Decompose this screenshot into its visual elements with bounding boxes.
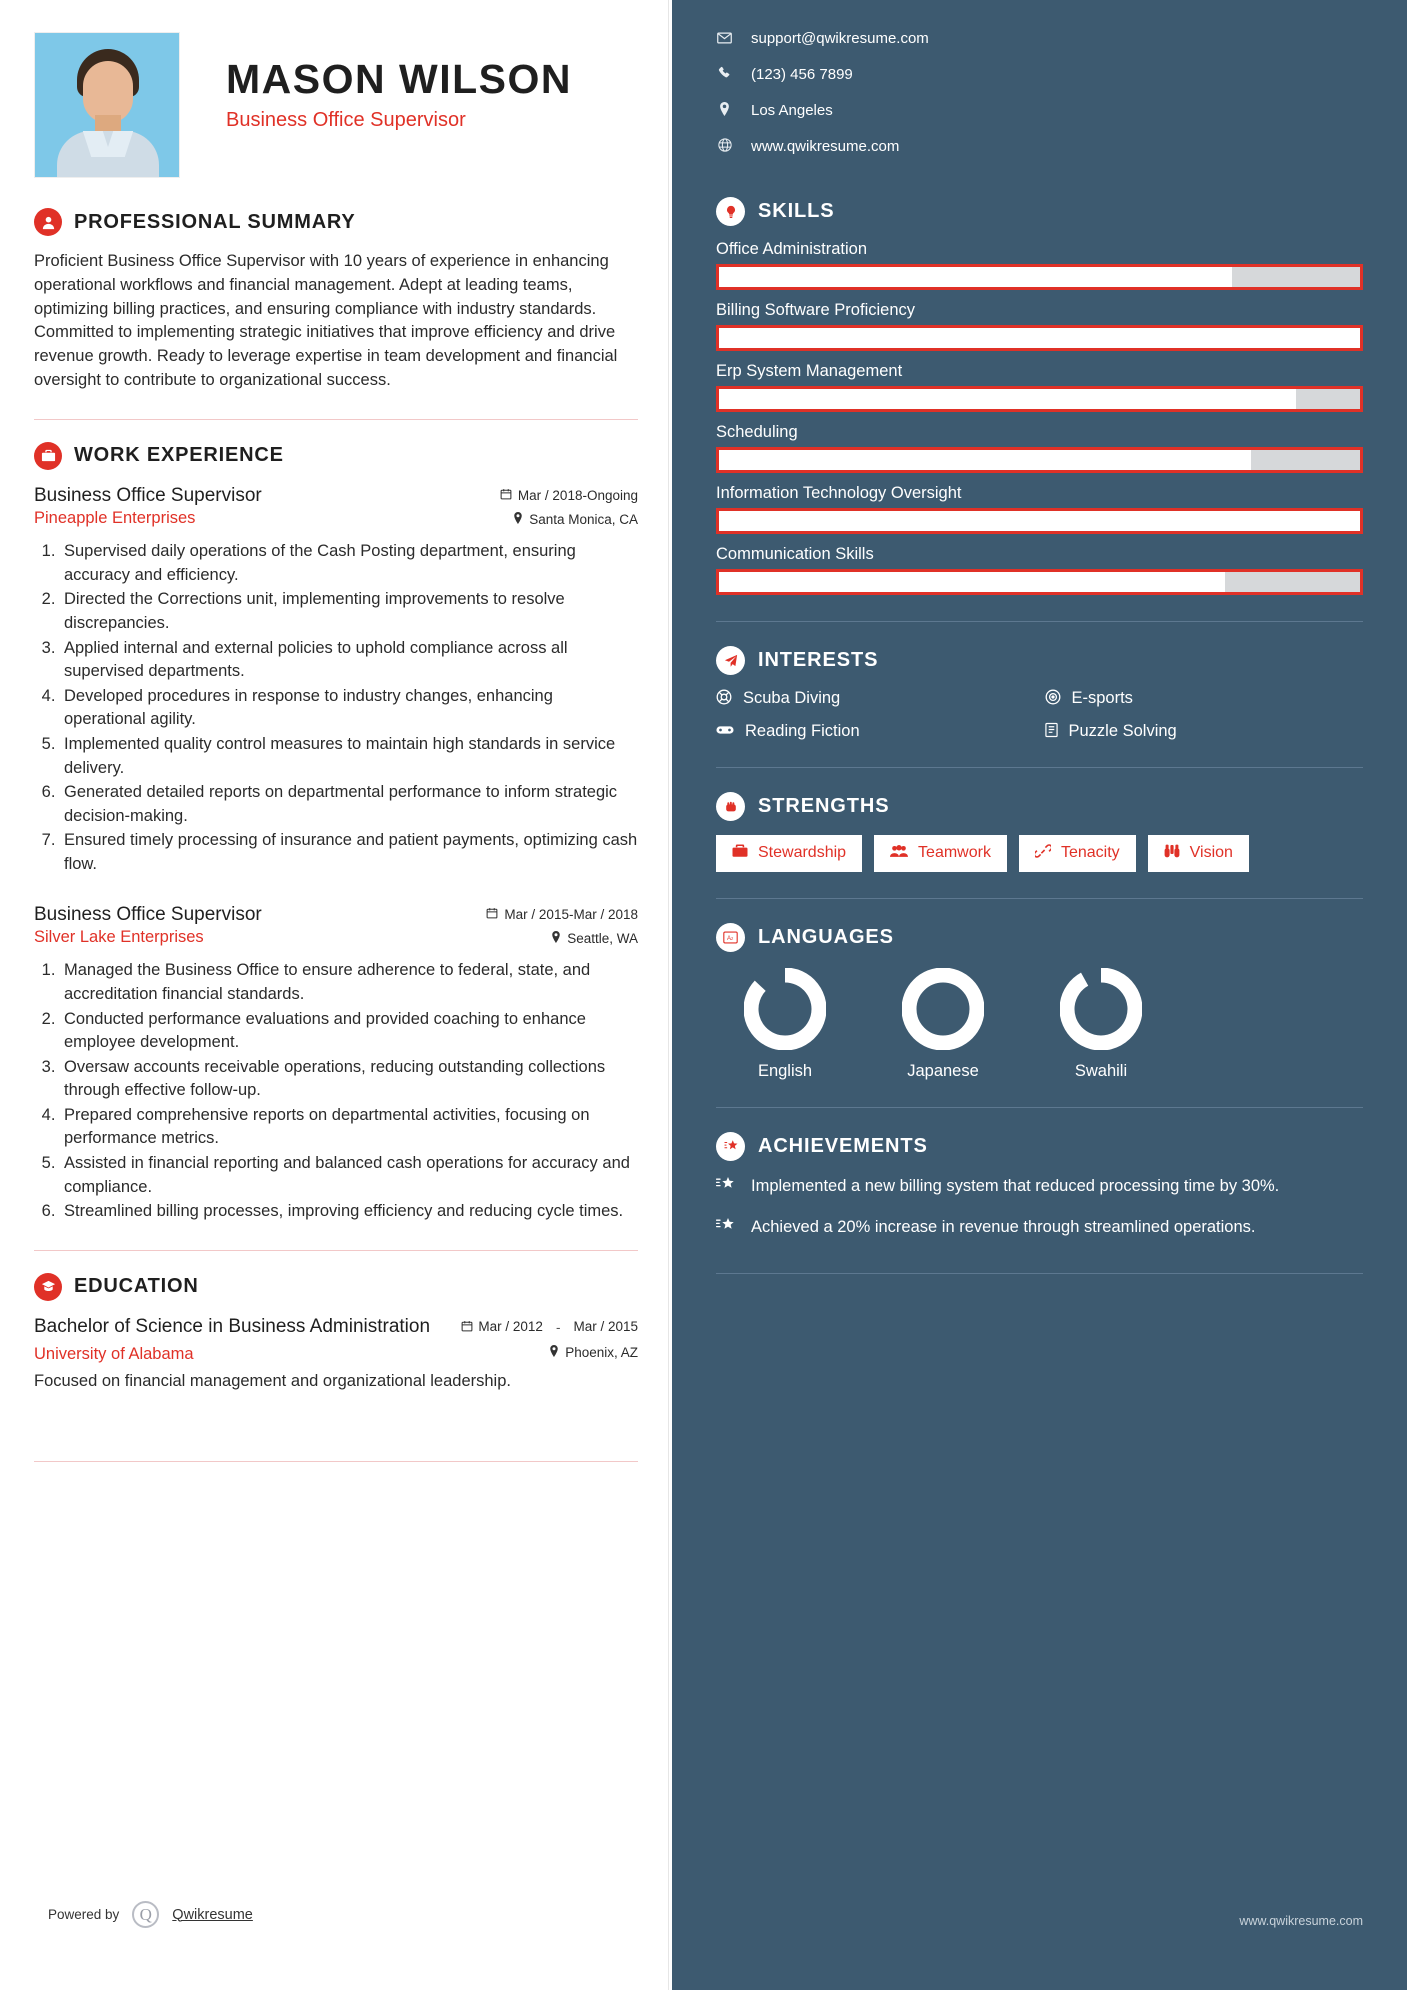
work-entry bbox=[34, 903, 638, 1224]
education-description: Focused on financial management and organizational leadership. bbox=[34, 1371, 511, 1390]
skill-item bbox=[716, 362, 1363, 412]
interest-item bbox=[1045, 689, 1364, 708]
name-block bbox=[226, 32, 572, 132]
sidebar-footer-url: www.qwikresume.com bbox=[1239, 1914, 1363, 1928]
achievement-item bbox=[716, 1216, 1363, 1239]
sidebar-divider-3 bbox=[716, 898, 1363, 899]
education-start-date: Mar / 2012 bbox=[478, 1318, 543, 1334]
section-strengths bbox=[716, 792, 1363, 872]
powered-by-label: Powered by bbox=[48, 1907, 120, 1922]
languages-list bbox=[716, 968, 1363, 1081]
people-icon bbox=[890, 844, 908, 863]
work-entry-header bbox=[34, 484, 638, 529]
skill-fill bbox=[719, 389, 1296, 409]
skill-bar bbox=[716, 447, 1363, 473]
languages-heading: LANGUAGES bbox=[758, 925, 894, 948]
language-label: Japanese bbox=[907, 1061, 979, 1080]
skills-heading-row bbox=[716, 197, 1363, 226]
skill-fill bbox=[719, 572, 1225, 592]
contact-list bbox=[716, 30, 1363, 155]
section-interests bbox=[716, 646, 1363, 741]
lightbulb-icon bbox=[716, 197, 745, 226]
work-company: Pineapple Enterprises bbox=[34, 509, 196, 528]
photo-face bbox=[83, 61, 133, 123]
envelope-icon bbox=[716, 31, 733, 47]
work-heading-row bbox=[34, 442, 638, 470]
section-work-experience bbox=[34, 442, 638, 1224]
calendar-icon bbox=[500, 488, 512, 502]
skill-item bbox=[716, 423, 1363, 473]
strength-label: Stewardship bbox=[758, 844, 847, 862]
candidate-name: MASON WILSON bbox=[226, 56, 572, 102]
skills-heading: SKILLS bbox=[758, 200, 835, 222]
work-dates: Mar / 2015-Mar / 2018 bbox=[504, 906, 638, 922]
work-bullet: 1. Supervised daily operations of the Cash Posting department, ensuring accuracy and efficiency. bbox=[60, 540, 638, 587]
work-bullet: 3. Applied internal and external policies to uphold compliance across all supervised departments. bbox=[60, 637, 638, 684]
skill-bar bbox=[716, 569, 1363, 595]
section-skills bbox=[716, 197, 1363, 595]
work-location: Seattle, WA bbox=[567, 930, 638, 946]
work-bullet: 6. Streamlined billing processes, improving efficiency and reducing cycle times. bbox=[60, 1200, 638, 1224]
work-bullet: 4. Developed procedures in response to industry changes, enhancing operational agility. bbox=[60, 685, 638, 732]
skill-label: Scheduling bbox=[716, 423, 798, 441]
contact-website[interactable] bbox=[716, 138, 1363, 155]
location-pin-icon bbox=[716, 102, 733, 119]
skill-label: Billing Software Proficiency bbox=[716, 301, 915, 319]
work-bullet: 1. Managed the Business Office to ensure adherence to federal, state, and accreditation financial standards. bbox=[60, 959, 638, 1006]
sidebar bbox=[672, 0, 1407, 1990]
contact-website-value: www.qwikresume.com bbox=[751, 138, 900, 155]
briefcase-circle-icon bbox=[34, 442, 62, 470]
candidate-job-title: Business Office Supervisor bbox=[226, 109, 466, 132]
work-heading: WORK EXPERIENCE bbox=[74, 444, 284, 466]
education-heading: EDUCATION bbox=[74, 1275, 199, 1298]
work-bullet: 2. Directed the Corrections unit, implementing improvements to resolve discrepancies. bbox=[60, 588, 638, 635]
education-end-date: Mar / 2015 bbox=[573, 1318, 638, 1334]
shooting-star-icon bbox=[716, 1175, 736, 1198]
achievement-item bbox=[716, 1175, 1363, 1198]
work-location-line bbox=[486, 931, 638, 946]
location-pin-icon bbox=[513, 512, 523, 526]
education-dates-line bbox=[461, 1319, 638, 1336]
qwikresume-logo-icon: Q bbox=[132, 1901, 159, 1928]
skill-fill bbox=[719, 328, 1360, 348]
work-location: Santa Monica, CA bbox=[529, 511, 638, 527]
skill-item bbox=[716, 545, 1363, 595]
summary-heading: PROFESSIONAL SUMMARY bbox=[74, 210, 356, 233]
interests-heading-row bbox=[716, 646, 1363, 675]
work-role: Business Office Supervisor bbox=[34, 484, 262, 506]
strength-label: Tenacity bbox=[1060, 844, 1120, 862]
language-label: English bbox=[757, 1061, 813, 1080]
contact-location-value: Los Angeles bbox=[751, 102, 833, 119]
summary-heading-row bbox=[34, 208, 638, 236]
fist-icon bbox=[716, 792, 745, 821]
section-languages bbox=[716, 923, 1363, 1081]
achievement-text: Achieved a 20% increase in revenue through streamlined operations. bbox=[751, 1217, 1256, 1236]
work-bullets bbox=[60, 540, 638, 876]
work-bullet: 5. Implemented quality control measures to maintain high standards in service delivery. bbox=[60, 733, 638, 780]
strength-chip bbox=[874, 835, 1007, 872]
skill-bar bbox=[716, 508, 1363, 534]
work-meta bbox=[500, 484, 638, 527]
interest-item bbox=[1045, 722, 1364, 741]
skill-label: Information Technology Oversight bbox=[716, 484, 962, 502]
interest-label: Scuba Diving bbox=[743, 689, 841, 707]
gamepad-icon bbox=[716, 724, 734, 739]
target-icon bbox=[1045, 689, 1061, 708]
language-item bbox=[884, 968, 1002, 1081]
strength-chip bbox=[716, 835, 862, 872]
strength-chip bbox=[1148, 835, 1249, 872]
shooting-star-icon bbox=[716, 1216, 736, 1239]
education-heading-row bbox=[34, 1273, 638, 1301]
work-dates: Mar / 2018-Ongoing bbox=[517, 487, 638, 503]
skill-label: Communication Skills bbox=[716, 545, 874, 563]
footer-branding bbox=[48, 1901, 253, 1928]
graduation-circle-icon bbox=[34, 1273, 62, 1301]
section-professional-summary bbox=[34, 208, 638, 393]
strengths-heading: STRENGTHS bbox=[758, 795, 890, 817]
contact-phone[interactable] bbox=[716, 66, 1363, 83]
phone-icon bbox=[716, 66, 733, 83]
work-dates-line bbox=[500, 488, 638, 503]
language-donut-chart bbox=[744, 968, 826, 1050]
strength-label: Vision bbox=[1189, 844, 1233, 862]
education-school: University of Alabama bbox=[34, 1344, 194, 1363]
work-bullet: 7. Ensured timely processing of insurance and patient payments, optimizing cash flow. bbox=[60, 829, 638, 876]
language-item bbox=[1042, 968, 1160, 1081]
location-pin-icon bbox=[549, 1345, 559, 1359]
education-degree: Bachelor of Science in Business Administration bbox=[34, 1315, 431, 1337]
skill-item bbox=[716, 240, 1363, 290]
work-entry bbox=[34, 484, 638, 877]
achievements-heading: ACHIEVEMENTS bbox=[758, 1134, 928, 1157]
svg-text:z: z bbox=[731, 935, 734, 941]
book-icon bbox=[1045, 722, 1058, 741]
work-dates-line bbox=[486, 907, 638, 922]
sidebar-divider-1 bbox=[716, 621, 1363, 622]
languages-heading-row bbox=[716, 923, 1363, 952]
work-entry-titles bbox=[34, 903, 262, 948]
divider-1 bbox=[34, 419, 638, 420]
briefcase-icon bbox=[732, 844, 748, 863]
skill-bar bbox=[716, 325, 1363, 351]
interests-heading: INTERESTS bbox=[758, 649, 879, 671]
work-bullet: 3. Oversaw accounts receivable operations, reducing outstanding collections through effective follow-up. bbox=[60, 1056, 638, 1103]
skill-label: Erp System Management bbox=[716, 362, 903, 380]
section-achievements bbox=[716, 1132, 1363, 1240]
work-bullets bbox=[60, 959, 638, 1224]
work-location-line bbox=[500, 512, 638, 527]
strength-chip bbox=[1019, 835, 1136, 872]
education-titles bbox=[34, 1315, 430, 1364]
work-bullet: 5. Assisted in financial reporting and balanced cash operations for accuracy and compliance. bbox=[60, 1152, 638, 1199]
skill-fill bbox=[719, 511, 1360, 531]
skill-bar bbox=[716, 386, 1363, 412]
education-entry bbox=[34, 1315, 638, 1391]
interests-grid bbox=[716, 689, 1363, 741]
strengths-heading-row bbox=[716, 792, 1363, 821]
qwikresume-link[interactable]: Qwikresume bbox=[172, 1906, 253, 1923]
svg-text:A: A bbox=[726, 935, 731, 942]
work-bullet: 6. Generated detailed reports on departmental performance to inform strategic decision-making. bbox=[60, 781, 638, 828]
work-company: Silver Lake Enterprises bbox=[34, 928, 204, 947]
skill-item bbox=[716, 484, 1363, 534]
calendar-icon bbox=[486, 907, 498, 921]
skill-fill bbox=[719, 450, 1251, 470]
language-item bbox=[726, 968, 844, 1081]
section-education bbox=[34, 1273, 638, 1391]
interest-item bbox=[716, 722, 1035, 741]
interest-label: E-sports bbox=[1071, 689, 1133, 707]
sidebar-divider-2 bbox=[716, 767, 1363, 768]
main-column bbox=[0, 0, 672, 1990]
lifebuoy-icon bbox=[716, 689, 732, 708]
strength-label: Teamwork bbox=[918, 844, 991, 862]
education-location: Phoenix, AZ bbox=[565, 1344, 638, 1360]
work-entry-titles bbox=[34, 484, 262, 529]
translate-icon bbox=[716, 923, 745, 952]
skill-label: Office Administration bbox=[716, 240, 868, 258]
contact-phone-value: (123) 456 7899 bbox=[751, 66, 853, 83]
achievements-heading-row bbox=[716, 1132, 1363, 1161]
calendar-icon bbox=[461, 1320, 473, 1334]
strengths-list bbox=[716, 835, 1363, 872]
divider-2 bbox=[34, 1250, 638, 1251]
interest-label: Reading Fiction bbox=[745, 722, 860, 740]
work-entry-header bbox=[34, 903, 638, 948]
language-donut-chart bbox=[902, 968, 984, 1050]
paper-plane-icon bbox=[716, 646, 745, 675]
language-donut-chart bbox=[1060, 968, 1142, 1050]
star-badge-icon bbox=[716, 1132, 745, 1161]
profile-photo bbox=[34, 32, 180, 178]
globe-icon bbox=[716, 138, 733, 155]
contact-email[interactable] bbox=[716, 30, 1363, 47]
skill-item bbox=[716, 301, 1363, 351]
interest-label: Puzzle Solving bbox=[1068, 722, 1177, 740]
work-meta bbox=[486, 903, 638, 946]
contact-email-value: support@qwikresume.com bbox=[751, 30, 929, 47]
education-meta bbox=[461, 1315, 638, 1360]
achievement-text: Implemented a new billing system that reduced processing time by 30%. bbox=[751, 1176, 1280, 1195]
divider-3 bbox=[34, 1461, 638, 1462]
binoculars-icon bbox=[1164, 844, 1180, 863]
skill-fill bbox=[719, 267, 1232, 287]
resume-header bbox=[34, 32, 638, 178]
user-circle-icon bbox=[34, 208, 62, 236]
work-bullet: 4. Prepared comprehensive reports on departmental activities, focusing on performance metrics. bbox=[60, 1104, 638, 1151]
education-location-line bbox=[461, 1345, 638, 1360]
education-entry-header bbox=[34, 1315, 638, 1364]
date-separator: - bbox=[555, 1319, 561, 1335]
sidebar-divider-5 bbox=[716, 1273, 1363, 1274]
contact-location bbox=[716, 102, 1363, 119]
skill-bar bbox=[716, 264, 1363, 290]
link-icon bbox=[1035, 844, 1051, 863]
work-role: Business Office Supervisor bbox=[34, 903, 262, 925]
summary-text: Proficient Business Office Supervisor with 10 years of experience in enhancing operational workflows and financial management. Adept at leading teams, optimizing billing practices, and ensuring compliance with industry standards. Committed to implementing strategic initiatives that improve efficiency and drive revenue growth. Ready to leverage expertise in team development and financial oversight to contribute to organizational success. bbox=[34, 252, 618, 389]
language-label: Swahili bbox=[1074, 1061, 1128, 1080]
sidebar-divider-4 bbox=[716, 1107, 1363, 1108]
interest-item bbox=[716, 689, 1035, 708]
location-pin-icon bbox=[551, 931, 561, 945]
work-bullet: 2. Conducted performance evaluations and provided coaching to enhance employee development. bbox=[60, 1008, 638, 1055]
